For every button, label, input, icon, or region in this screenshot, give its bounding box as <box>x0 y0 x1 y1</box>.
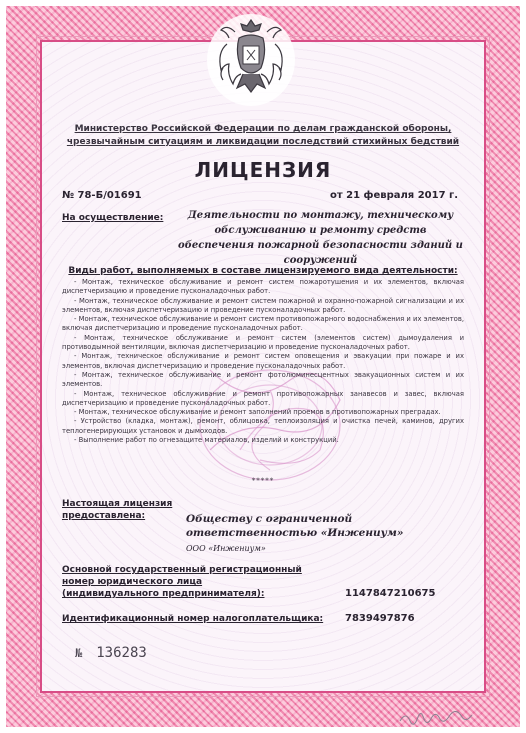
document-title: ЛИЦЕНЗИЯ <box>194 158 332 182</box>
list-item: - Монтаж, техническое обслуживание и ремонт систем противопожарного водоснабжения и их элементов, включая диспетчеризацию и проведение пусконаладочных работ. <box>62 315 464 333</box>
ogrn-value: 1147847210675 <box>345 588 436 599</box>
list-item: - Монтаж, техническое обслуживание и ремонт фотолюминесцентных эвакуационных систем и их элементов. <box>62 370 464 389</box>
holder-label-line-2: предоставлена: <box>62 511 146 521</box>
russian-coat-of-arms-icon <box>205 10 297 106</box>
list-item: - Монтаж, техническое обслуживание и ремонт систем (элементов систем) дымоудаления и противодымной вентиляции, включая диспетчеризацию и проведение пусконаладочных работ. <box>62 333 464 352</box>
holder-label-line-1: Настоящая лицензия <box>62 499 173 509</box>
list-item: - Выполнение работ по огнезащите материалов, изделий и конструкций. <box>74 436 339 445</box>
holder-name: Обществу с ограниченной ответственностью «Инжениум» <box>186 513 404 539</box>
list-item: - Монтаж, техническое обслуживание и ремонт систем пожарной и охранно-пожарной сигнализации и их элементов, включая диспетчеризацию и проведение пусконаладочных работ. <box>62 296 464 314</box>
license-date: от 21 февраля 2017 г. <box>330 190 459 201</box>
form-serial-number <box>75 645 147 661</box>
ministry-line-2: чрезвычайным ситуациям и ликвидации последствий стихийных бедствий <box>66 137 460 147</box>
list-item: - Монтаж, техническое обслуживание и ремонт заполнений проемов в противопожарных преградах. <box>74 408 441 417</box>
inn-value: 7839497876 <box>345 613 415 624</box>
list-item: - Устройство (кладка, монтаж), ремонт, облицовка, теплоизоляция и очистка печей, каминов, других теплогенерирующих установок и дымоходов. <box>62 417 464 435</box>
license-number: № 78-Б/01691 <box>62 190 142 201</box>
ogrn-label <box>62 564 302 600</box>
list-item: - Монтаж, техническое обслуживание и ремонт систем пожаротушения и их элементов, включая диспетчеризацию и проведение пусконаладочных работ. <box>62 278 464 296</box>
ogrn-label-line-1: Основной государственный регистрационный <box>62 565 302 575</box>
activity-label: На осуществление: <box>62 213 164 223</box>
ogrn-label-line-3: (индивидуального предпринимателя): <box>62 589 265 599</box>
holder-label <box>62 498 172 522</box>
serial-symbol: № <box>75 646 83 660</box>
works-heading: Виды работ, выполняемых в составе лицензируемого вида деятельности: <box>68 266 458 276</box>
list-end-stars: ***** <box>251 477 275 485</box>
inn-label: Идентификационный номер налогоплательщика: <box>62 614 324 624</box>
works-list <box>62 278 464 445</box>
activity-description: Деятельности по монтажу, техническому обслуживанию и ремонту средств обеспечения пожарной безопасности зданий и сооружений <box>178 210 463 266</box>
ministry-line-1: Министерство Российской Федерации по делам гражданской обороны, <box>74 124 452 134</box>
holder-short-name: ООО «Инжениум» <box>186 544 266 553</box>
ogrn-label-line-2: номер юридического лица <box>62 577 203 587</box>
list-item: - Монтаж, техническое обслуживание и ремонт противопожарных занавесов и завес, включая диспетчеризацию и проведение пусконаладочных работ. <box>62 389 464 407</box>
list-item: - Монтаж, техническое обслуживание и ремонт систем оповещения и эвакуации при пожаре и их элементов, включая диспетчеризацию и проведение пусконаладочных работ. <box>62 352 464 370</box>
serial-digits: 136283 <box>96 645 147 661</box>
handwritten-signature <box>396 705 486 729</box>
issuing-authority <box>60 123 466 149</box>
